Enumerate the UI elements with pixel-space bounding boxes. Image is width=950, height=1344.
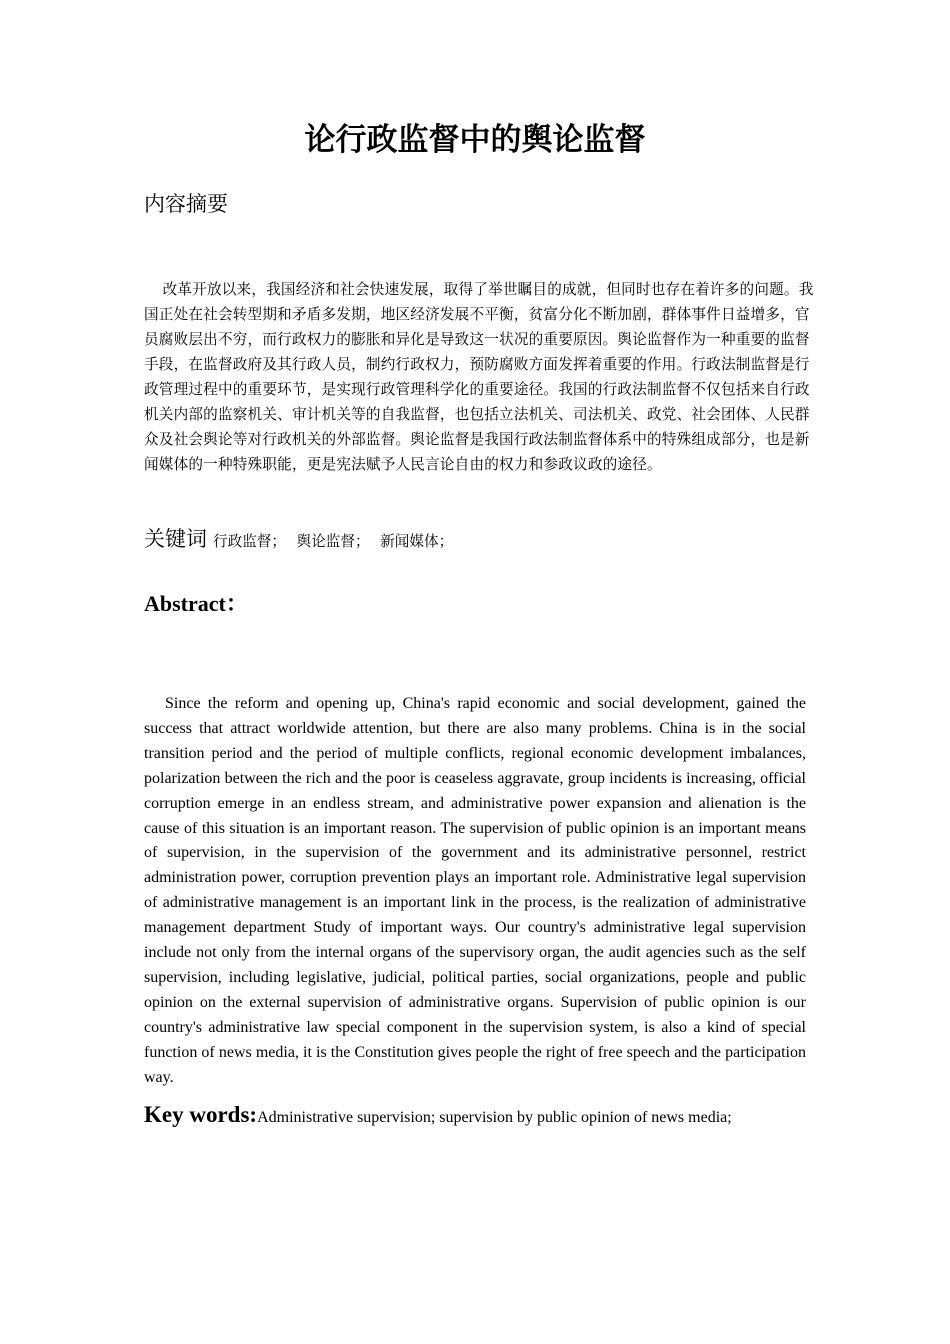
english-keywords-label: Key words: bbox=[144, 1102, 258, 1127]
document-title: 论行政监督中的舆论监督 bbox=[304, 122, 646, 158]
chinese-keywords-value: 行政监督； 舆论监督； 新闻媒体； bbox=[213, 533, 454, 550]
english-abstract-text: Since the reform and opening up, China's rapid economic and social development, gained the success that attract worldwide attention, but there are also many problems. China is in the social transition period and the period of multiple conflicts, regional economic development imbalances, polarization between the rich and the poor is ceaseless aggravate, group incidents is increasing, official corruption emerge in an endless stream, and administrative power expansion and alienation is the cause of this situation is an important reason. The supervision of public opinion is an important means of supervision, in the supervision of the government and its administrative personnel, restrict administration power, corruption prevention plays an important role. Administrative legal supervision of administrative management is an important link in the process, is the realization of administrative management department Study of important ways. Our country's administrative legal supervision include not only from the internal organs of the supervisory organ, the audit agencies such as the self supervision, including legislative, judicial, political parties, social organizations, people and public opinion on the external supervision of administrative organs. Supervision of public opinion is our country's administrative law special component in the supervision system, is also a kind of special function of news media, it is the Constitution gives people the right of free speech and the participation way. bbox=[144, 695, 806, 1086]
english-keywords bbox=[144, 1099, 732, 1134]
chinese-keywords bbox=[144, 523, 453, 558]
chinese-keywords-label: 关键词 bbox=[144, 527, 207, 551]
chinese-abstract-text: 改革开放以来，我国经济和社会快速发展，取得了举世瞩目的成就，但同时也存在着许多的问题。我国正处在社会转型期和矛盾多发期，地区经济发展不平衡，贫富分化不断加剧，群体事件日益增多，官员腐败层出不穷，而行政权力的膨胀和异化是导致这一状况的重要原因。舆论监督作为一种重要的监督手段，在监督政府及其行政人员，制约行政权力，预防腐败方面发挥着重要的作用。行政法制监督是行政管理过程中的重要环节，是实现行政管理科学化的重要途径。我国的行政法制监督不仅包括来自行政机关内部的监察机关、审计机关等的自我监督，也包括立法机关、司法机关、政党、社会团体、人民群众及社会舆论等对行政机关的外部监督。舆论监督是我国行政法制监督体系中的特殊组成部分，也是新闻媒体的一种特殊职能，更是宪法赋予人民言论自由的权力和参政议政的途径。 bbox=[144, 281, 814, 473]
chinese-abstract-heading: 内容摘要 bbox=[144, 192, 228, 216]
english-keywords-value: Administrative supervision; supervision by public opinion of news media; bbox=[257, 1109, 732, 1126]
english-abstract-heading: Abstract： bbox=[144, 591, 248, 616]
